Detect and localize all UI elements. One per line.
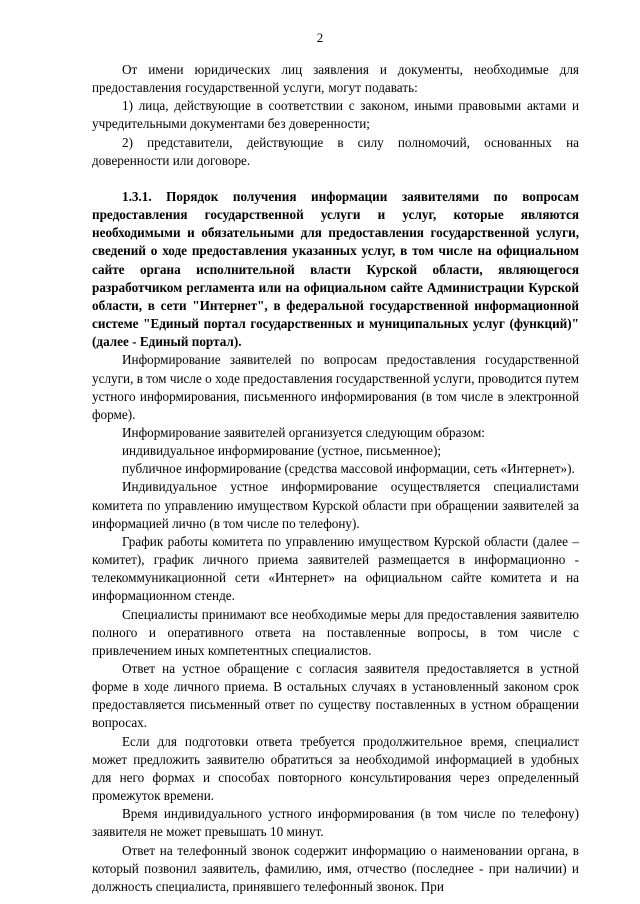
paragraph: Время индивидуального устного информирования (в том числе по телефону) заявителя не может превышать 10 минут. (92, 806, 579, 840)
paragraph: Индивидуальное устное информирование осуществляется специалистами комитета по управлению имуществом Курской области при обращении заявителей за информацией лично (в том числе по телефону). (92, 479, 579, 531)
paragraph-legal-entities: От имени юридических лиц заявления и документы, необходимые для предоставления государственной услуги, могут подавать: (92, 62, 579, 96)
paragraph: График работы комитета по управлению имуществом Курской области (далее – комитет), график личного приема заявителей размещается в информационно - телекоммуникационной сети «Интернет» на официальном сайте комитета и на информационном стенде. (92, 533, 579, 604)
paragraph: Информирование заявителей организуется следующим образом: (122, 424, 485, 440)
paragraph: Информирование заявителей по вопросам предоставления государственной услуги, в том числе о ходе предоставления государственной услуги, проводится путем устного информирования, письменного информирования (в том числе в электронной форме). (92, 352, 579, 422)
paragraph: индивидуальное информирование (устное, письменное); (122, 443, 442, 459)
paragraph: Если для подготовки ответа требуется продолжительное время, специалист может предложить заявителю обратиться за необходимой информацией в удобных для него формах и способах повторного консультирования через определенный промежуток времени. (92, 733, 579, 804)
paragraph: публичное информирование (средства массовой информации, сеть «Интернет»). (122, 461, 575, 477)
paragraph-item-1: 1) лица, действующие в соответствии с законом, иными правовыми актами и учредительными документами без доверенности; (92, 98, 579, 132)
paragraph-item-2: 2) представители, действующие в силу полномочий, основанных на доверенности или договоре. (92, 134, 579, 168)
page-number: 2 (316, 30, 324, 45)
section-heading-1-3-1: 1.3.1. Порядок получения информации заявителями по вопросам предоставления государственной услуги и услуг, которые являются необходимыми и обязательными для предоставления государственной услуги, сведений о ходе предоставления указанных услуг, в том числе на официальном сайте органа исполнительной власти Курской области, являющегося разработчиком регламента или на официальном сайте Администрации Курской области, в сети "Интернет", в федеральной государственной информационной системе "Единый портал государственных и муниципальных услуг (функций)" (далее - Единый портал). (92, 188, 579, 350)
document-body (92, 61, 579, 896)
paragraph: Ответ на телефонный звонок содержит информацию о наименовании органа, в который позвонил заявитель, фамилию, имя, отчество (последнее - при наличии) и должность специалиста, принявшего телефонный звонок. При (92, 842, 579, 894)
paragraph: Ответ на устное обращение с согласия заявителя предоставляется в устной форме в ходе личного приема. В остальных случаях в установленный законом срок предоставляется письменный ответ по существу поставленных в устном обращении вопросах. (92, 661, 579, 731)
paragraph: Специалисты принимают все необходимые меры для предоставления заявителю полного и оперативного ответа на поставленные вопросы, в том числе с привлечением иных компетентных специалистов. (92, 606, 579, 658)
